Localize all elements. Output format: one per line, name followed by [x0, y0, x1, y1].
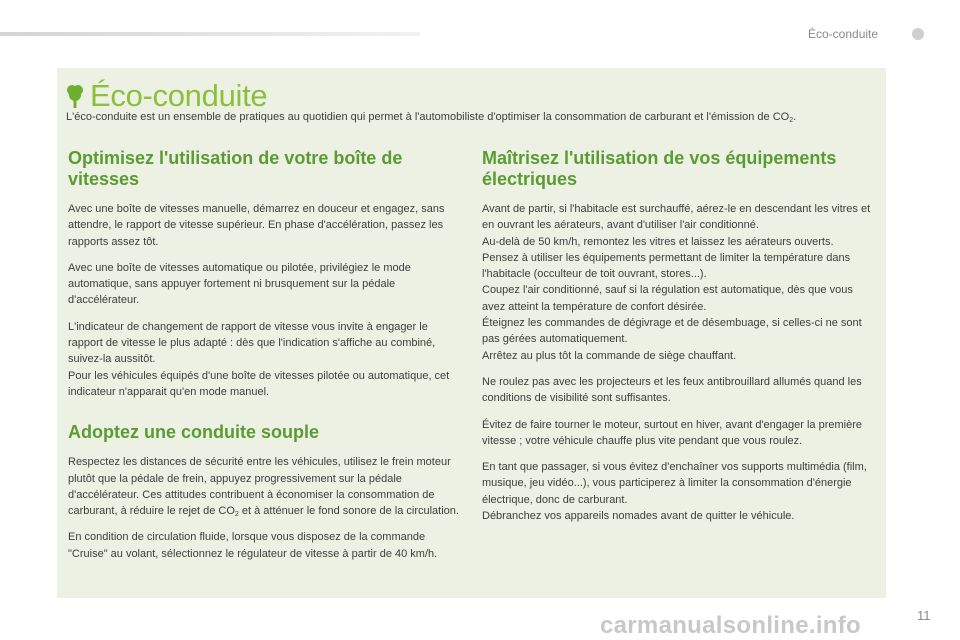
heading-electrical-equipment: Maîtrisez l'utilisation de vos équipements électriques [482, 148, 837, 189]
section-title-row [66, 78, 267, 114]
heading-gearbox: Optimisez l'utilisation de votre boîte de vitesses [68, 148, 403, 189]
paragraph-multimedia: En tant que passager, si vous évitez d'enchaîner vos supports multimédia (film, musique, jeu vidéo...), vous participerez à limiter la consommation d'énergie électrique, donc de carburant. Débranchez vos appareils nomades avant de quitter le véhicule. [482, 461, 867, 523]
heading-smooth-driving: Adoptez une conduite souple [68, 422, 319, 443]
paragraph-automatic-gearbox: Avec une boîte de vitesses automatique ou pilotée, privilégiez le mode automatique, sans appuyer fortement ni brusquement sur la pédale d'accélérateur. [68, 261, 411, 307]
header-rule [0, 32, 420, 36]
paragraph-engine-warmup: Évitez de faire tourner le moteur, surtout en hiver, avant d'engager la première vitesse ; votre véhicule chauffe plus vite pendant que vous roulez. [482, 418, 862, 447]
paragraph-manual-gearbox: Avec une boîte de vitesses manuelle, démarrez en douceur et engagez, sans attendre, le rapport de vitesse supérieur. En phase d'accélération, passez les rapports assez tôt. [68, 203, 445, 248]
intro-text: L'éco-conduite est un ensemble de pratiques au quotidien qui permet à l'automobiliste d'optimiser la consommation de carburant et l'émission de $CO_2$. [66, 111, 797, 124]
watermark: carmanualsonline.info [600, 612, 862, 639]
running-header: Éco-conduite [808, 27, 879, 41]
paragraph-cruise-control: En condition de circulation fluide, lorsque vous disposez de la commande "Cruise" au volant, sélectionnez le régulateur de vitesse à partir de 40 km/h. [68, 531, 438, 560]
paragraph-gear-indicator: L'indicateur de changement de rapport de vitesse vous invite à engager le rapport de vitesse le plus adapté : dès que l'indication s'affiche au combiné, suivez-la aussitôt. Pour les véhicules équipés d'une boîte de vitesses pilotée ou automatique, cet indicateur n'apparait qu'en mode manuel. [68, 320, 450, 398]
header-bullet-icon [912, 28, 924, 40]
paragraph-safety-distances: Respectez les distances de sécurité entre les véhicules, utilisez le frein moteur plutôt que la pédale de frein, appuyez progressivement sur la pédale d'accélérateur. Ces attitudes contribuent à économiser la consommation de carburant, à réduire le rejet de $CO_2$ et à atténuer le fond sonore de la circulation. [68, 456, 459, 519]
left-column [68, 148, 460, 562]
right-column [482, 148, 878, 524]
page-number: 11 [917, 608, 931, 623]
paragraph-headlamps: Ne roulez pas avec les projecteurs et les feux antibrouillard allumés quand les conditions de visibilité sont suffisantes. [482, 375, 862, 405]
leaf-tree-icon [66, 83, 84, 109]
paragraph-cabin-ventilation: Avant de partir, si l'habitacle est surchauffé, aérez-le en descendant les vitres et en ouvrant les aérateurs, avant d'utiliser l'air conditionné. Au-delà de 50 km/h, remontez les vitres et laissez les aérateurs ouverts. Pensez à utiliser les équipements permettant de limiter la température dans l'habitacle (occulteur de toit ouvrant, stores...). Coupez l'air conditionné, sauf si la régulation est automatique, dès que vous avez atteint la température de confort désirée. Éteignez les commandes de dégivrage et de désembuage, si celles-ci ne sont pas gérées automatiquement. Arrêtez au plus tôt la commande de siège chauffant. [482, 203, 871, 362]
page-title: Éco-conduite [90, 78, 268, 113]
